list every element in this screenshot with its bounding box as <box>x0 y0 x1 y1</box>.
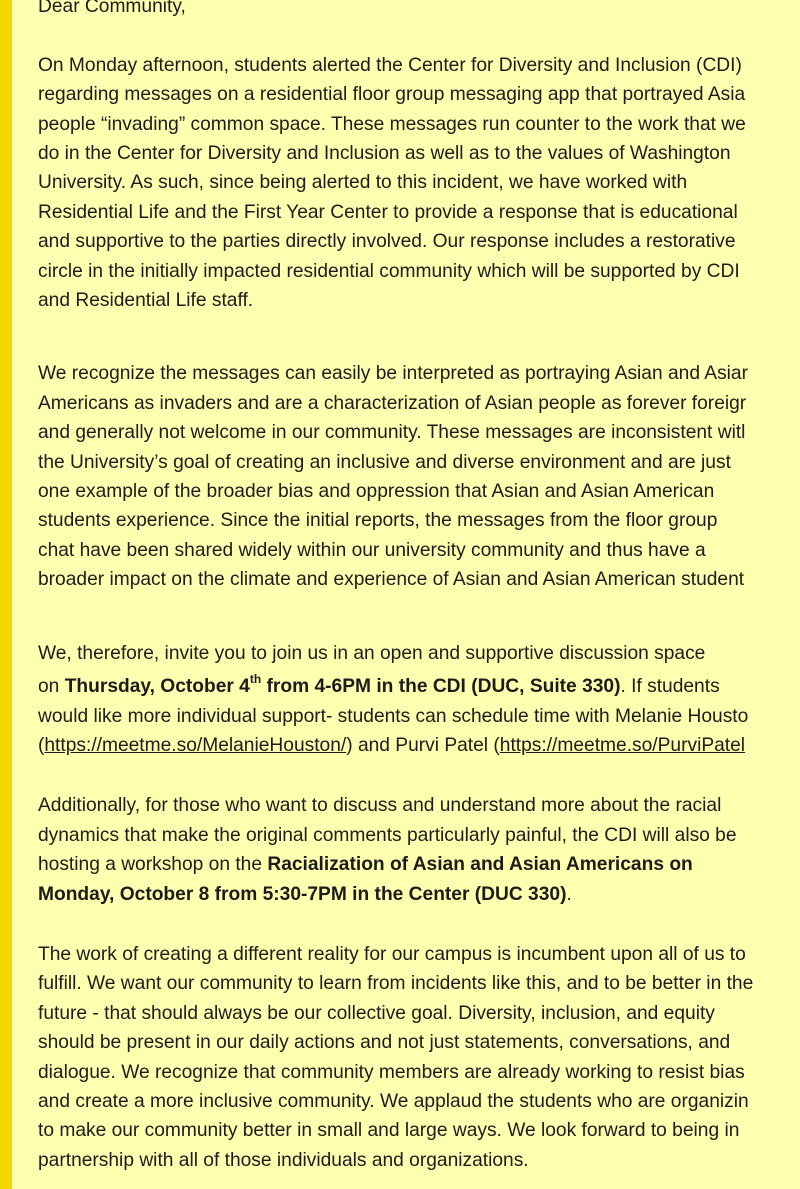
workshop-date: Monday, October 8 from 5:30-7PM in the Center (DUC 330) <box>38 883 567 905</box>
paragraph-line: and Residential Life staff. <box>38 290 254 312</box>
paragraph-line: dynamics that make the original comments particularly painful, the CDI will also be <box>38 824 737 846</box>
paragraph-line: partnership with all of those individuals and organizations. <box>38 1149 529 1171</box>
paragraph-line: would like more individual support- students can schedule time with Melanie Housto <box>38 705 749 727</box>
paragraph-line: Americans as invaders and are a characterization of Asian people as forever foreigr <box>38 392 747 414</box>
paragraph-line: chat have been shared widely within our university community and thus have a <box>38 539 706 561</box>
paragraph-line: students experience. Since the initial reports, the messages from the floor group <box>38 510 718 532</box>
paragraph-line: people “invading” common space. These messages run counter to the work that we <box>38 113 746 135</box>
paragraph-invitation <box>38 639 800 761</box>
paragraph-line: dialogue. We recognize that community members are already working to resist bias <box>38 1061 745 1083</box>
paragraph-line: The work of creating a different reality for our campus is incumbent upon all of us to <box>38 943 746 965</box>
paragraph-line: on Thursday, October 4th from 4-6PM in the CDI (DUC, Suite 330). If students <box>38 671 720 698</box>
paragraph-recognition <box>38 359 800 594</box>
paragraph-line: circle in the initially impacted residential community which will be supported by CDI <box>38 260 740 282</box>
paragraph-line: On Monday afternoon, students alerted the Center for Diversity and Inclusion (CDI) <box>38 54 742 76</box>
paragraph-line: should be present in our daily actions and not just statements, conversations, and <box>38 1032 731 1054</box>
left-accent-bar <box>0 0 12 1189</box>
paragraph-line: future - that should always be our collective goal. Diversity, inclusion, and equity <box>38 1002 715 1024</box>
paragraph-line: and create a more inclusive community. We applaud the students who are organizin <box>38 1090 749 1112</box>
paragraph-line: to make our community better in small and large ways. We look forward to being in <box>38 1120 740 1142</box>
letter-body <box>38 0 800 1175</box>
paragraph-line: do in the Center for Diversity and Inclusion as well as to the values of Washington <box>38 143 731 165</box>
paragraph-line: the University’s goal of creating an inclusive and diverse environment and are just <box>38 451 731 473</box>
event-date: Thursday, October 4th from 4-6PM in the CDI (DUC, Suite 330) <box>64 671 621 698</box>
link-purvi-patel[interactable]: https://meetme.so/PurviPatel <box>499 734 746 756</box>
paragraph-line: hosting a workshop on the Racialization of Asian and Asian Americans on <box>38 854 693 876</box>
salutation: Dear Community, <box>38 0 186 17</box>
paragraph-line: and supportive to the parties directly involved. Our response includes a restorative <box>38 231 736 253</box>
paragraph-line: regarding messages on a residential floor group messaging app that portrayed Asia <box>38 84 746 106</box>
paragraph-line: broader impact on the climate and experience of Asian and Asian American student <box>38 569 745 591</box>
paragraph-line: (https://meetme.so/MelanieHouston/) and Purvi Patel (https://meetme.so/PurviPatel <box>38 734 746 756</box>
paragraph-line: We recognize the messages can easily be interpreted as portraying Asian and Asiar <box>38 363 748 385</box>
paragraph-line: We, therefore, invite you to join us in an open and supportive discussion space <box>38 642 706 664</box>
link-melanie-houston[interactable]: https://meetme.so/MelanieHouston/ <box>44 734 347 756</box>
paragraph-line: Monday, October 8 from 5:30-7PM in the Center (DUC 330). <box>38 883 572 905</box>
workshop-title: Racialization of Asian and Asian Americans on <box>267 854 693 876</box>
paragraph-line: and generally not welcome in our community. These messages are inconsistent witl <box>38 422 746 444</box>
paragraph-line: Residential Life and the First Year Center to provide a response that is educational <box>38 201 738 223</box>
paragraph-closing <box>38 940 800 1175</box>
paragraph-line: University. As such, since being alerted to this incident, we have worked with <box>38 172 688 194</box>
paragraph-line: fulfill. We want our community to learn from incidents like this, and to be better in the <box>38 973 754 995</box>
paragraph-line: one example of the broader bias and oppression that Asian and Asian American <box>38 481 715 503</box>
paragraph-incident <box>38 51 800 316</box>
paragraph-line: Additionally, for those who want to discuss and understand more about the racial <box>38 795 722 817</box>
paragraph-workshop <box>38 791 800 909</box>
